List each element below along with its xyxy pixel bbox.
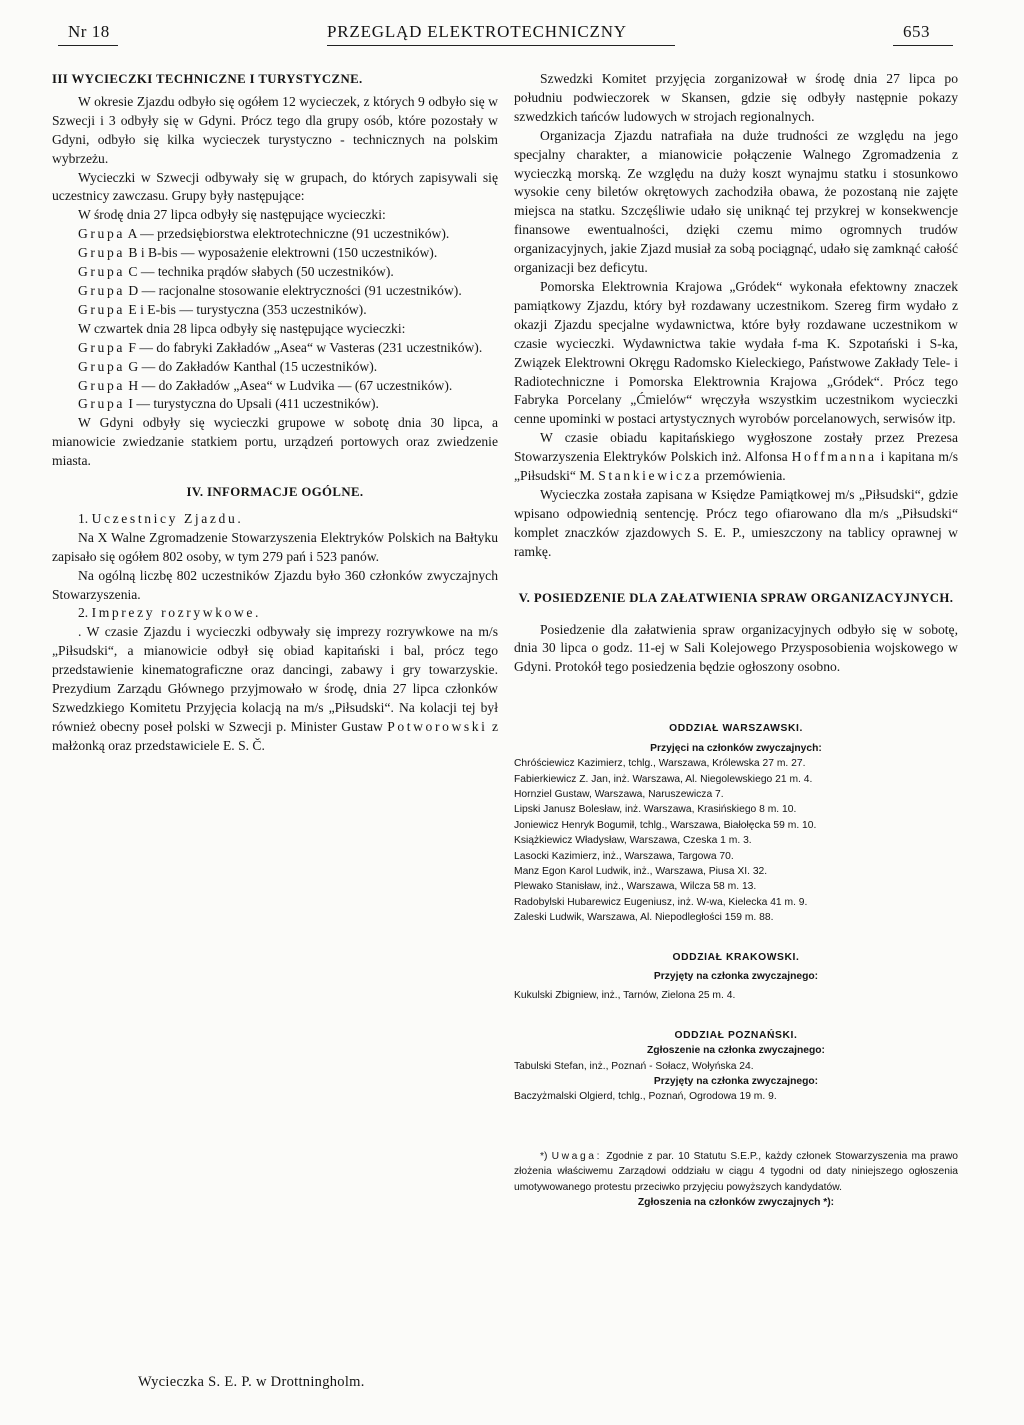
group-desc: i E-bis — turystyczna (353 uczestników).: [136, 301, 367, 317]
group-g: [52, 358, 498, 377]
member-row: Kukulski Zbigniew, inż., Tarnów, Zielona 25 m. 4.: [514, 990, 736, 1002]
group-label: Grupa: [78, 396, 125, 412]
member-row: Zaleski Ludwik, Warszawa, Al. Niepodległości 159 m. 88.: [514, 912, 774, 924]
paragraph: Szwedzki Komitet przyjęcia zorganizował w środę dnia 27 lipca po południu podwieczorek w Skansen, gdzie się odbyły następnie pokazy szwedzkich tańców ludowych w strojach regionalnych.: [514, 71, 958, 124]
member-row: Fabierkiewicz Z. Jan, inż. Warszawa, Al. Niegolewskiego 21 m. 4.: [514, 773, 813, 785]
paragraph: [52, 623, 498, 755]
group-desc: — turystyczna do Upsali (411 uczestników).: [132, 396, 379, 412]
group-label: Grupa: [78, 226, 125, 242]
group-desc: — do Zakładów „Asea“ w Ludvika — (67 uczestników).: [138, 377, 453, 393]
group-a: [52, 225, 498, 244]
paragraph: Posiedzenie dla załatwienia spraw organizacyjnych odbyło się w sobotę, dnia 30 lipca o godz. 11-ej w Sali Kolejowego Przysposobienia wojskowego w Gdyni. Protokół tego posiedzenia będzie ogłoszony osobno.: [514, 621, 958, 675]
group-letter: D: [128, 282, 139, 298]
photo-caption: Wycieczka S. E. P. w Drottningholm.: [138, 1374, 365, 1390]
paragraph: Na X Walne Zgromadzenie Stowarzyszenia Elektryków Polskich na Bałtyku zapisało się ogółem 802 osoby, w tym 279 pań i 523 panów.: [52, 529, 498, 564]
admitted-heading: Przyjęty na członka zwyczajnego:: [653, 970, 819, 982]
paragraph: Organizacja Zjazdu natrafiała na duże trudności ze względu na jego specjalny charakter, a mianowicie połączenie Walnego Zgromadzenia z wycieczką morską. Ze względu na duży koszt wynajmu statku i stosunkowo wysokie ceny biletów okrętowych zachodziła obawa, że pozostaną nie zajęte miejsca na statku. Szczęśliwie udało się uniknąć tej przykrej w konsekwencje finansowe ewentualności, dzięki czemu mimo ogromnych trudów organizacyjnych, jakie Zjazd musiał za sobą pociągnąć, udało się zamknąć całość organizacji bez deficytu.: [514, 127, 958, 276]
person-name: Hoffmanna: [791, 449, 877, 465]
paragraph: Na ogólną liczbę 802 uczestników Zjazdu było 360 członków zwyczajnych Stowarzyszenia.: [52, 567, 498, 602]
group-label: Grupa: [78, 264, 125, 280]
paragraph-text: . W czasie Zjazdu i wycieczki odbywały się imprezy rozrywkowe na m/s „Piłsudski“, a mianowicie odbył się obiad kapitański i bal, prócz tego przedstawienie kinematograficzne oraz dancingi, zabawy i gry towarzyskie. Prezydium Zarządu Głównego przyjmowało w środę, dnia 27 lipca członków Szwedzkiego Komitetu Przyjęcia kolacją na m/s „Piłsudski“. Na kolacji tej był również obecny poseł polski w Szwecji p. Minister Gustaw: [52, 624, 498, 734]
group-label: Grupa: [78, 377, 125, 393]
paragraph: Wycieczki w Szwecji odbywały się w grupach, do których zapisywali się uczestnicy zawczasu. Grupy były następujące:: [52, 169, 498, 204]
group-c: [52, 263, 498, 282]
group-desc: — przedsiębiorstwa elektrotechniczne (91 uczestników).: [136, 226, 450, 242]
group-label: Grupa: [78, 301, 125, 317]
footnote-text: [514, 1149, 958, 1195]
subsection-number: 2.: [78, 605, 89, 621]
group-letter: B: [128, 245, 138, 261]
footnote: [514, 1149, 958, 1211]
group-letter: I: [128, 396, 133, 412]
admitted-heading: Przyjęci na członków zwyczajnych:: [650, 742, 822, 754]
person-name: Potworowski: [387, 718, 488, 734]
member-row: Hornziel Gustaw, Warszawa, Naruszewicza 7.: [514, 788, 724, 800]
section-4-heading: IV. INFORMACJE OGÓLNE.: [186, 485, 364, 500]
group-d: [52, 282, 498, 301]
paragraph: W środę dnia 27 lipca odbyły się następujące wycieczki:: [78, 207, 386, 223]
header-rule-center: [327, 45, 675, 46]
paragraph: Wycieczka została zapisana w Księdze Pamiątkowej m/s „Piłsudski“, gdzie wpisano odpowiednią sentencję. Prócz tego ofiarowano dla m/s „Piłsudski“ komplet znaczków zjazdowych S. E. P., umieszczony na tablicy oprawnej w ramkę.: [514, 486, 958, 559]
header-rule-left: [58, 45, 118, 46]
group-label: Grupa: [78, 282, 125, 298]
paragraph-text: przemówienia.: [701, 468, 786, 484]
membership-list: [514, 721, 958, 1105]
paragraph: W Gdyni odbyły się wycieczki grupowe w sobotę dnia 30 lipca, a mianowicie zwiedzanie statkiem portu, urządzeń portowych oraz zwiedzenie miasta.: [52, 415, 498, 469]
section-5-heading: V. POSIEDZENIE DLA ZAŁATWIENIA SPRAW ORGANIZACYJNYCH.: [518, 590, 954, 605]
member-row: Tabulski Stefan, inż., Poznań - Sołacz, Wołyńska 24.: [514, 1060, 754, 1072]
group-f: [52, 339, 498, 358]
member-row: Książkiewicz Władysław, Warszawa, Czeska 1 m. 3.: [514, 835, 752, 847]
footnote-mark: *): [540, 1150, 552, 1162]
member-row: Lipski Janusz Bolesław, inż. Warszawa, Krasińskiego 8 m. 10.: [514, 804, 797, 816]
member-row: Radobylski Hubarewicz Eugeniusz, inż. W-wa, Kielecka 41 m. 9.: [514, 896, 808, 908]
group-letter: G: [128, 358, 139, 374]
subsection-1-heading: [52, 510, 498, 529]
group-label: Grupa: [78, 339, 125, 355]
section-3-heading: III WYCIECZKI TECHNICZNE I TURYSTYCZNE.: [52, 72, 363, 86]
paragraph: Pomorska Elektrownia Krajowa „Gródek“ wykonała efektowny znaczek pamiątkowy Zjazdu, który był rozdawany uczestnikom. Szereg firm wydało z okazji Zjazdu specjalne wydawnictwa, które były rozdawane uczestnikom w czasie wycieczki. Wydawnictwa takie wydała f-ma K. Szpotański i S-ka, Związek Elektrowni Okręgu Radomsko Kieleckiego, Państwowe Zakłady Tele- i Radiotechniczne i Pomorska Elektrownia Krajowa „Gródek“. Prócz tego Fabryka Porcelany „Ćmielów“ wręczyła wszystkim uczestnikom wycieczki cenne upominki w postaci artystycznych wyrobów porcelanowych, serwisów itp.: [514, 278, 958, 427]
group-b: [52, 244, 498, 263]
subsection-2-heading: [52, 604, 498, 623]
group-letter: F: [128, 339, 136, 355]
right-column: [514, 70, 958, 1210]
paragraph-text: i kapitana m/s „Piłsudski“ M.: [514, 449, 958, 484]
paragraph: [514, 429, 958, 486]
member-row: Plewako Stanisław, inż., Warszawa, Wilcza 58 m. 13.: [514, 881, 757, 893]
group-i: [52, 395, 498, 414]
group-desc: — technika prądów słabych (50 uczestników).: [137, 264, 394, 280]
member-row: Joniewicz Henryk Bogumił, tchlg., Warszawa, Białołęcka 59 m. 10.: [514, 819, 817, 831]
branch-krakow-heading: ODDZIAŁ KRAKOWSKI.: [672, 951, 800, 963]
group-desc: — do fabryki Zakładów „Asea“ w Vasteras (231 uczestników).: [135, 339, 483, 355]
group-label: Grupa: [78, 245, 125, 261]
issue-number: Nr 18: [68, 22, 110, 41]
group-letter: E: [128, 301, 137, 317]
footnote-label: Uwaga:: [551, 1150, 603, 1162]
group-desc: i B-bis — wyposażenie elektrowni (150 uczestników).: [137, 245, 438, 261]
page-number: 653: [903, 22, 930, 41]
branch-warszawa-heading: ODDZIAŁ WARSZAWSKI.: [669, 723, 803, 735]
footnote-body: Zgodnie z par. 10 Statutu S.E.P., każdy członek Stowarzyszenia ma prawo złożenia właściwemu Zarządowi oddziału w ciągu 4 tygodni od daty niniejszego ogłoszenia umotywowanego protestu przeciwko przyjęciu powyższych kandydatów.: [514, 1150, 958, 1193]
admitted-heading: Przyjęty na członka zwyczajnego:: [653, 1076, 819, 1087]
group-letter: H: [128, 377, 139, 393]
subsection-title: Imprezy rozrywkowe.: [91, 605, 262, 621]
paragraph: W czwartek dnia 28 lipca odbyły się następujące wycieczki:: [78, 320, 406, 336]
left-column: [52, 70, 498, 756]
paragraph-text: W czasie obiadu kapitańskiego wygłoszone zostały przez Prezesa Stowarzyszenia Elektryków Polskich inż. Alfonsa: [514, 430, 958, 465]
person-name: Stankiewicza: [598, 468, 702, 484]
group-e: [52, 301, 498, 320]
member-row: Baczyżmalski Olgierd, tchlg., Poznań, Ogrodowa 19 m. 9.: [514, 1091, 777, 1103]
footnote-closing: Zgłoszenia na członków zwyczajnych *):: [637, 1197, 835, 1209]
member-row: Lasocki Kazimierz, inż., Warszawa, Targowa 70.: [514, 850, 734, 862]
application-heading: Zgłoszenie na członka zwyczajnego:: [647, 1045, 825, 1057]
subsection-title: Uczestnicy Zjazdu.: [91, 510, 244, 526]
subsection-number: 1.: [78, 510, 89, 526]
group-label: Grupa: [78, 358, 125, 374]
paragraph-text: z małżonką oraz przedstawiciele E. S. Č.: [52, 718, 498, 753]
group-letter: C: [128, 264, 138, 280]
group-desc: — racjonalne stosowanie elektryczności (91 uczestników).: [138, 282, 462, 298]
group-desc: — do Zakładów Kanthal (15 uczestników).: [138, 358, 378, 374]
paragraph: W okresie Zjazdu odbyło się ogółem 12 wycieczek, z których 9 odbyło się w Szwecji i 3 odbyły się w Gdyni. Prócz tego dla grupy osób, które pozostały w Gdyni, odbyło się kilka wycieczek turystyczno - technicznych na polskim wybrzeżu.: [52, 93, 498, 166]
group-letter: A: [127, 226, 137, 242]
journal-title: PRZEGLĄD ELEKTROTECHNICZNY: [327, 22, 627, 41]
member-row: Chróściewicz Kazimierz, tchlg., Warszawa, Królewska 27 m. 27.: [514, 758, 806, 770]
branch-poznan-heading: ODDZIAŁ POZNAŃSKI.: [674, 1029, 798, 1041]
group-h: [52, 377, 498, 396]
member-row: Manz Egon Karol Ludwik, inż., Warszawa, Piusa XI. 32.: [514, 865, 768, 877]
header-rule-right: [893, 45, 953, 46]
